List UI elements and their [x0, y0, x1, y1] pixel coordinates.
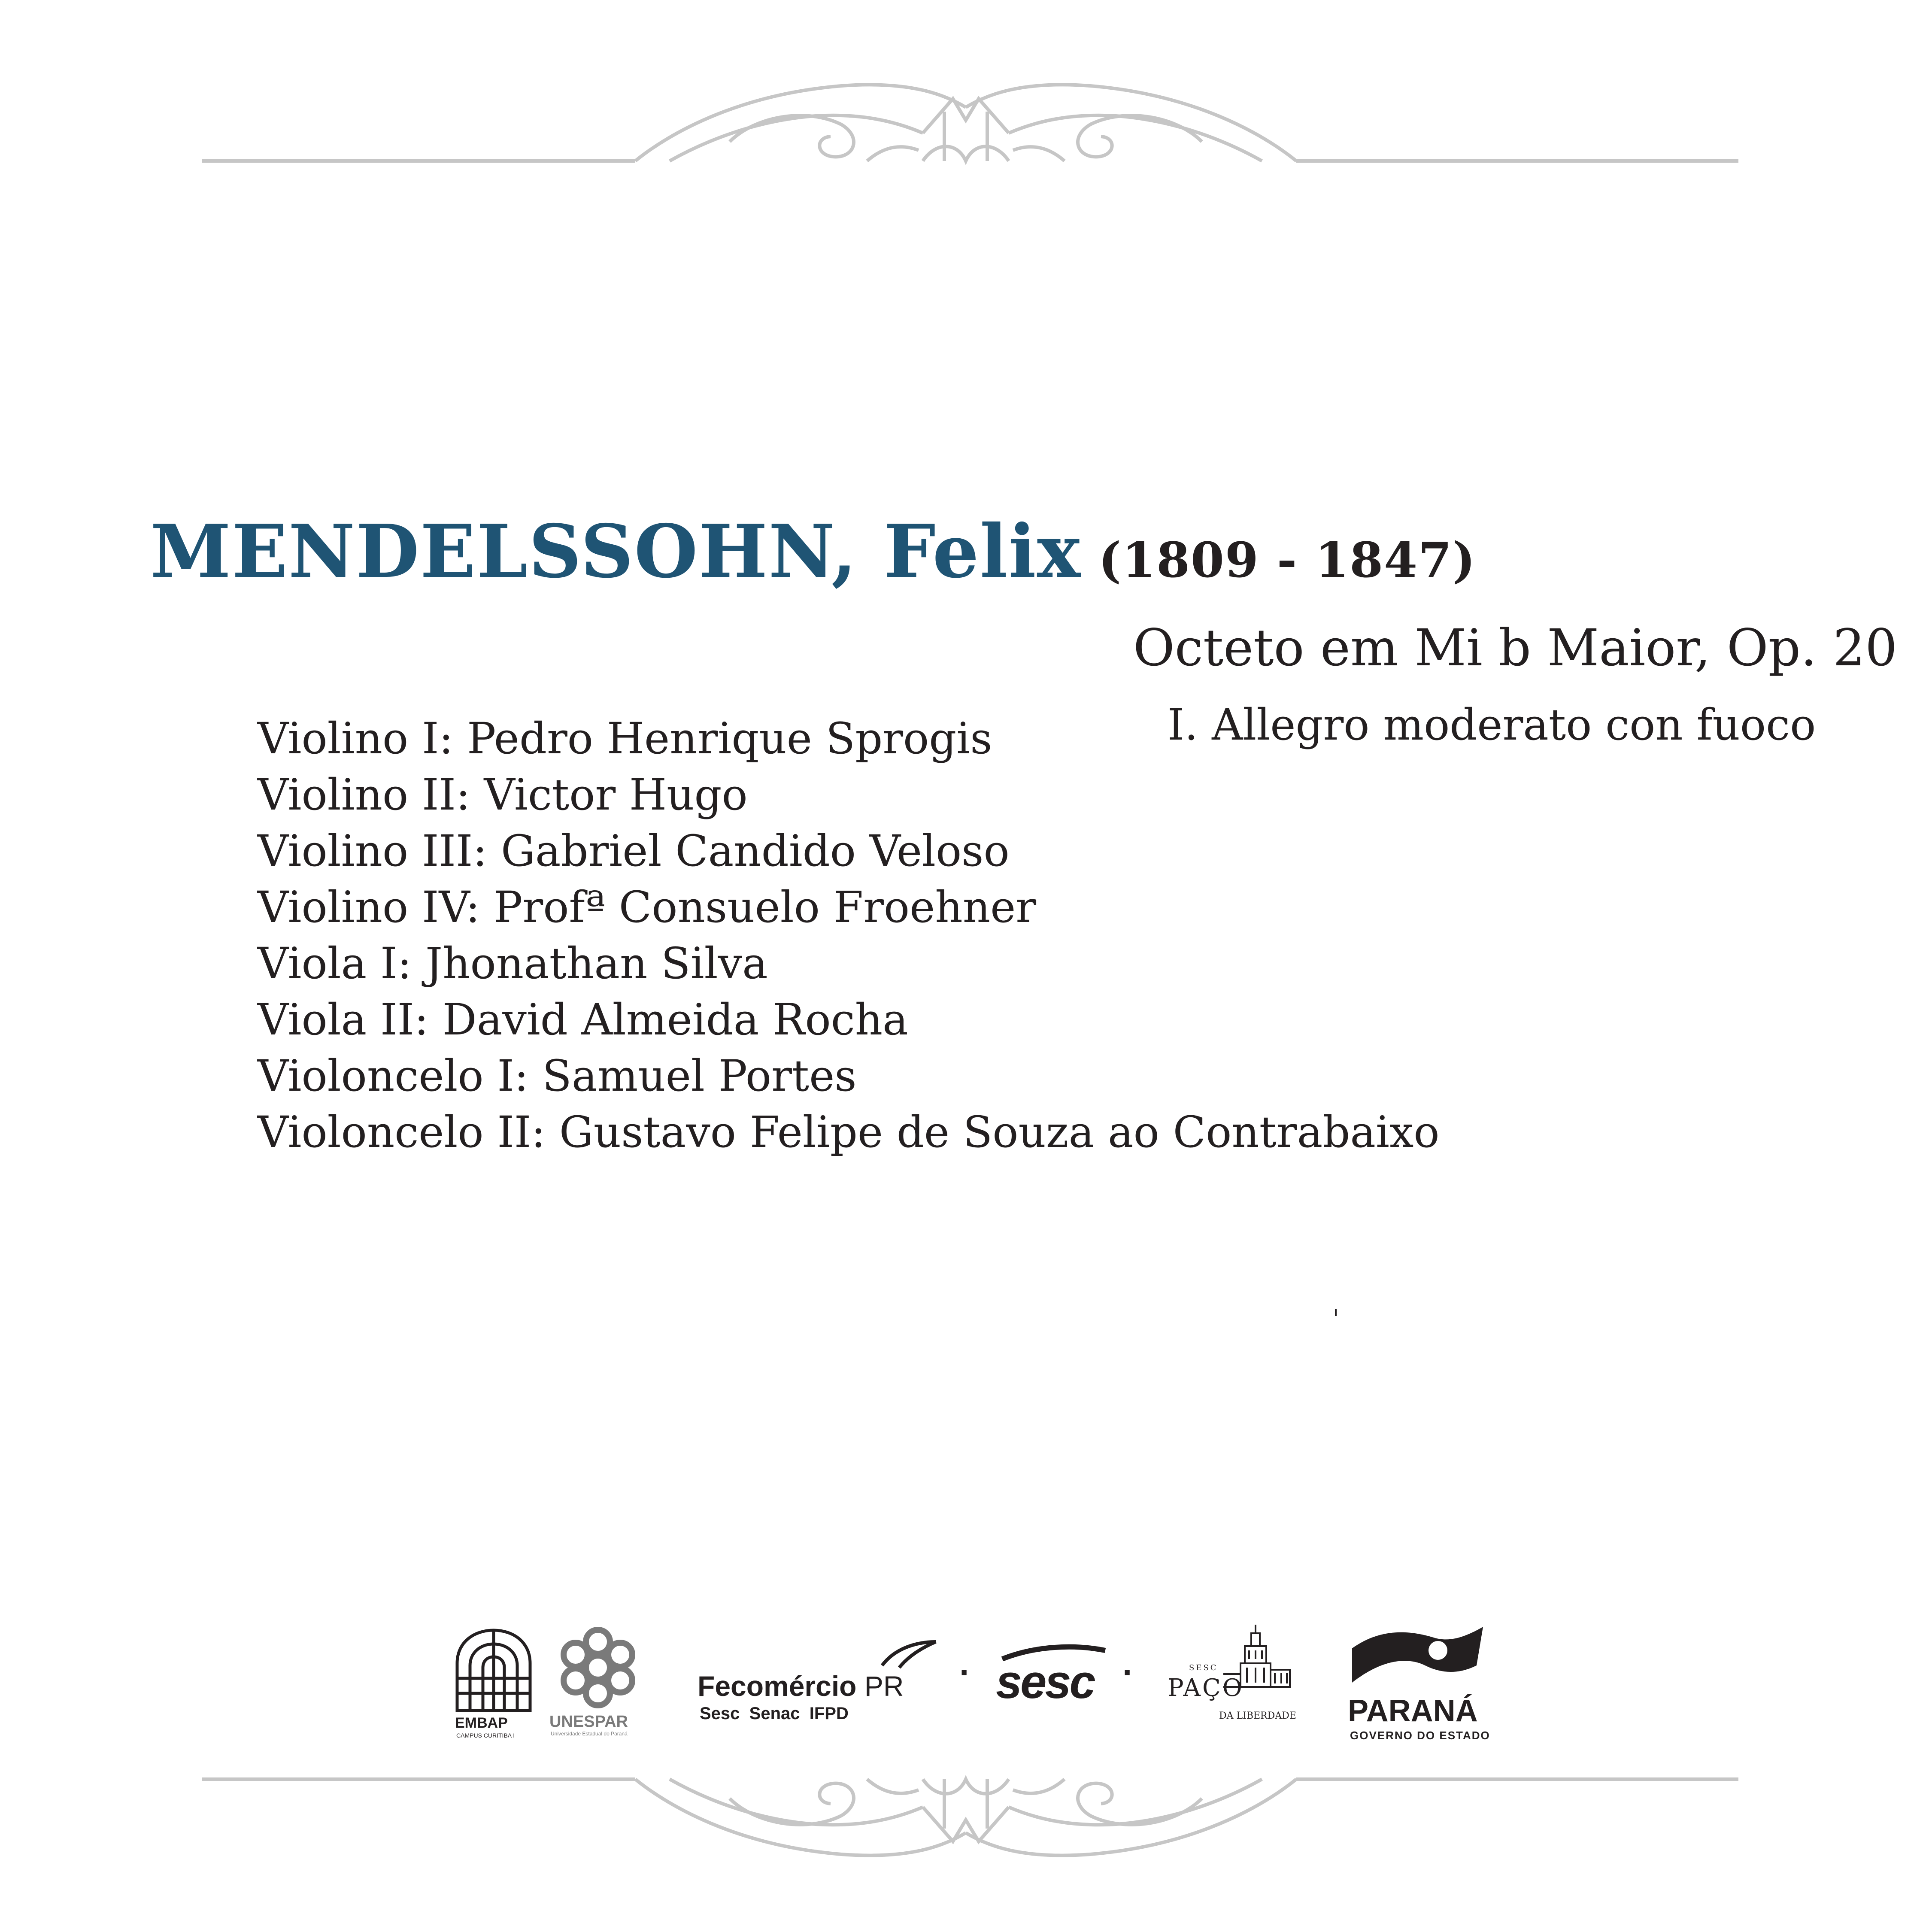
embap-arch-icon: [453, 1627, 534, 1713]
performer-item: Violino I: Pedro Henrique Sprogis: [258, 713, 992, 764]
fecomercio-name: Fecomércio: [698, 1670, 857, 1702]
logo-separator: ·: [1122, 1653, 1134, 1691]
parana-subtitle: GOVERNO DO ESTADO: [1350, 1729, 1490, 1742]
embap-subtitle: CAMPUS CURITIBA I: [456, 1732, 515, 1739]
embap-logo: [453, 1627, 534, 1739]
performer-item: Viola I: Jhonathan Silva: [258, 938, 768, 989]
fecomercio-region: PR: [864, 1670, 904, 1702]
sesc-name: sesc: [996, 1656, 1094, 1708]
parana-logo: [1348, 1618, 1489, 1747]
fecomercio-title: [698, 1670, 904, 1702]
bottom-ornament: [0, 1760, 1932, 1871]
paco-liberdade-logo: [1168, 1623, 1296, 1730]
performer-list: [258, 710, 1440, 1160]
performer-item: Violoncelo I: Samuel Portes: [258, 1051, 857, 1101]
fecomercio-subtitle: Sesc Senac IFPD: [700, 1704, 849, 1723]
performer-item: Viola II: David Almeida Rocha: [258, 995, 908, 1045]
unespar-subtitle: Universidade Estadual do Paraná: [551, 1731, 628, 1737]
paco-name: PAÇO: [1168, 1674, 1244, 1702]
performer-item: Violino II: Victor Hugo: [258, 770, 748, 820]
performer-item: Violino IV: Profª Consuelo Froehner: [258, 882, 1037, 932]
composer-dates: (1809 - 1847): [1098, 532, 1477, 588]
composer-name: MENDELSSOHN, Felix: [150, 509, 1082, 594]
parana-name: PARANÁ: [1348, 1694, 1478, 1728]
unespar-flower-icon: [555, 1625, 641, 1711]
parana-flag-icon: [1348, 1618, 1485, 1691]
performer-item: Violino III: Gabriel Candido Veloso: [258, 826, 1010, 876]
top-ornament: [0, 69, 1932, 180]
fecomercio-logo: [698, 1640, 946, 1726]
embap-name: EMBAP: [455, 1715, 508, 1731]
sponsor-logos: [0, 1605, 1932, 1747]
paco-subtitle: DA LIBERDADE: [1219, 1711, 1296, 1721]
feather-icon: [878, 1640, 938, 1670]
sesc-logo: [996, 1644, 1112, 1708]
work-title: Octeto em Mi b Maior, Op. 20: [1133, 618, 1898, 677]
movement-title: I. Allegro moderato con fuoco: [1168, 700, 1816, 750]
composer-heading: [150, 509, 1476, 594]
unespar-name: UNESPAR: [549, 1713, 628, 1731]
logo-separator: ·: [959, 1653, 971, 1691]
unespar-logo: [547, 1625, 650, 1736]
performer-item: Violoncelo II: Gustavo Felipe de Souza ao Contrabaixo: [258, 1107, 1440, 1157]
paco-top-label: SESC: [1189, 1663, 1218, 1672]
stray-mark: [1335, 1309, 1337, 1316]
